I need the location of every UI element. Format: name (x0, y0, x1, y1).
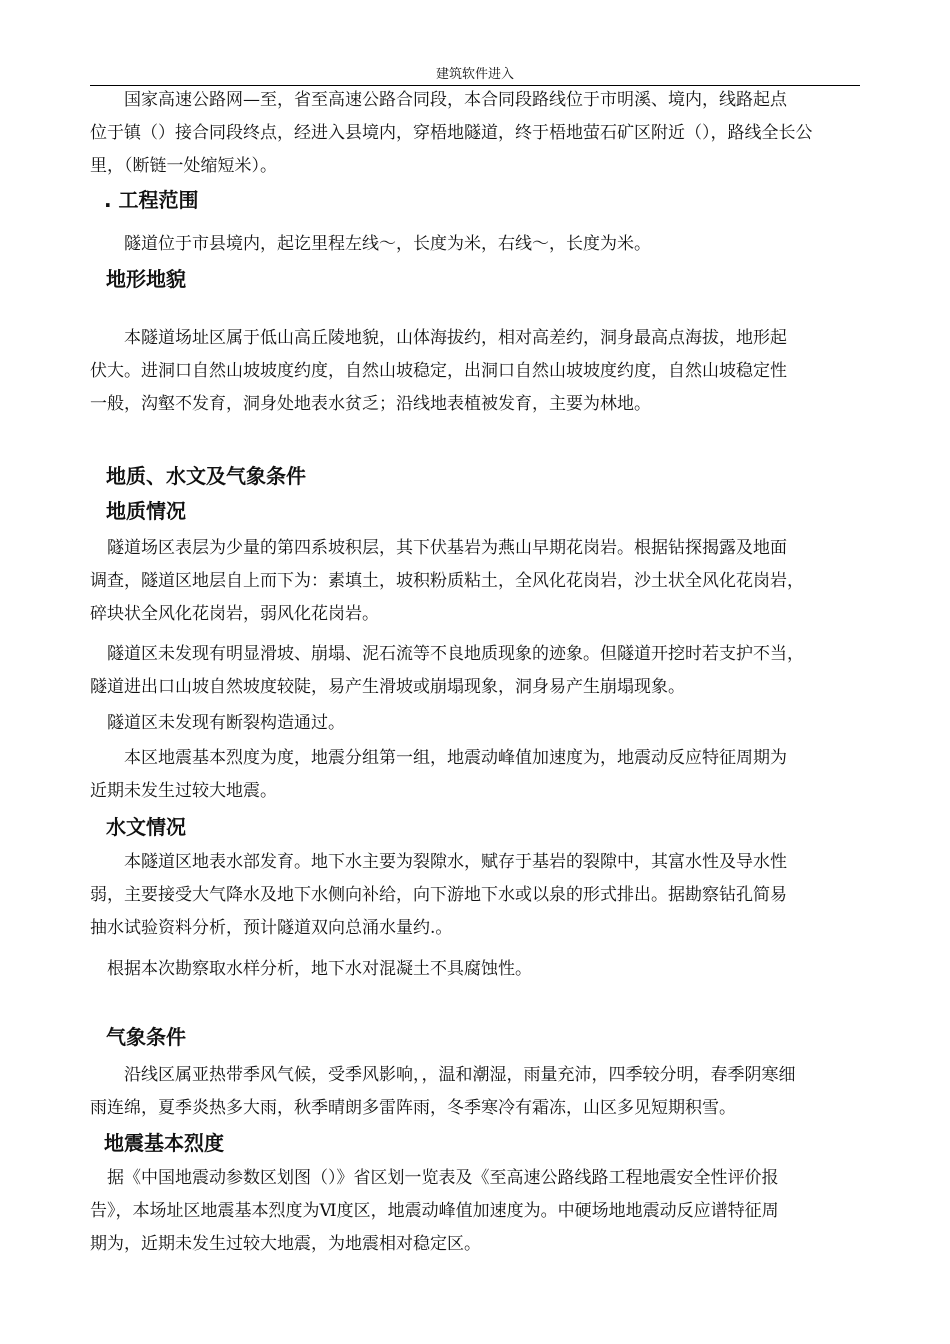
text-line: 国家高速公路网—至，省至高速公路合同段，本合同段路线位于市明溪、境内，线路起点 (90, 90, 787, 110)
text-line: 雨连绵，夏季炎热多大雨，秋季晴朗多雷阵雨，冬季寒冷有霜冻，山区多见短期积雪。 (90, 1098, 736, 1118)
heading-terrain: 地形地貌 (106, 267, 186, 291)
intro-paragraph (90, 84, 862, 183)
scope-paragraph (90, 228, 862, 261)
text-line: 伏大。进洞口自然山坡坡度约度，自然山坡稳定，出洞口自然山坡坡度约度，自然山坡稳定性 (90, 361, 787, 381)
text-line: 据《中国地震动参数区划图（）》省区划一览表及《至高速公路线路工程地震安全性评价报 (90, 1168, 779, 1188)
hydrology-paragraph-1 (90, 846, 862, 945)
page-header: 建筑软件进入 (435, 67, 514, 82)
text-line: 期为，近期未发生过较大地震，为地震相对稳定区。 (90, 1234, 481, 1254)
geology-paragraph-1 (90, 532, 862, 631)
text-line: 沿线区属亚热带季风气候，受季风影响，，温和潮湿，雨量充沛，四季较分明，春季阴寒细 (90, 1065, 796, 1085)
text-line: 碎块状全风化花岗岩，弱风化花岗岩。 (90, 604, 379, 624)
climate-paragraph (90, 1059, 862, 1125)
seismic-paragraph (90, 1162, 862, 1261)
hydrology-paragraph-2 (90, 953, 862, 986)
heading-hydrology: 水文情况 (106, 815, 186, 839)
heading-geology: 地质情况 (106, 499, 186, 523)
text-line: 隧道进出口山坡自然坡度较陡，易产生滑坡或崩塌现象，洞身易产生崩塌现象。 (90, 677, 685, 697)
geology-paragraph-4 (90, 742, 862, 808)
text-line: 里，（断链一处缩短米）。 (90, 156, 277, 176)
text-line: 本隧道场址区属于低山高丘陵地貌，山体海拔约，相对高差约，洞身最高点海拔，地形起 (90, 328, 787, 348)
geology-paragraph-2 (90, 638, 862, 704)
terrain-paragraph (90, 322, 862, 421)
text-line: 弱，主要接受大气降水及地下水侧向补给，向下游地下水或以泉的形式排出。据勘察钻孔简易 (90, 885, 787, 905)
text-line: 根据本次勘察取水样分析，地下水对混凝土不具腐蚀性。 (90, 959, 532, 979)
text-line: 隧道场区表层为少量的第四系坡积层，其下伏基岩为燕山早期花岗岩。根据钻探揭露及地面 (90, 538, 787, 558)
heading-seismic: 地震基本烈度 (104, 1131, 224, 1155)
text-line: 本区地震基本烈度为度，地震分组第一组，地震动峰值加速度为，地震动反应特征周期为 (90, 748, 787, 768)
text-line: 抽水试验资料分析，预计隧道双向总涌水量约.。 (90, 918, 453, 938)
text-line: 隧道区未发现有断裂构造通过。 (90, 713, 345, 733)
text-line: 一般，沟壑不发育，洞身处地表水贫乏；沿线地表植被发育，主要为林地。 (90, 394, 651, 414)
heading-scope: . 工程范围 (104, 188, 199, 212)
text-line: 本隧道区地表水部发育。地下水主要为裂隙水，赋存于基岩的裂隙中，其富水性及导水性 (90, 852, 787, 872)
text-line: 隧道区未发现有明显滑坡、崩塌、泥石流等不良地质现象的迹象。但隧道开挖时若支护不当， (90, 644, 804, 664)
geology-paragraph-3 (90, 707, 862, 740)
text-line: 调查，隧道区地层自上而下为：素填土，坡积粉质粘土，全风化花岗岩，沙土状全风化花岗岩， (90, 571, 804, 591)
heading-climate: 气象条件 (106, 1025, 186, 1049)
heading-conditions: 地质、水文及气象条件 (106, 464, 306, 488)
text-line: 位于镇（）接合同段终点，经进入县境内，穿梧地隧道，终于梧地萤石矿区附近（），路线全长公 (90, 123, 813, 143)
text-line: 告》，本场址区地震基本烈度为Ⅵ度区，地震动峰值加速度为。中硬场地地震动反应谱特征周 (90, 1201, 779, 1221)
text-line: 近期未发生过较大地震。 (90, 781, 277, 801)
text-line: 隧道位于市县境内，起讫里程左线～，长度为米，右线～，长度为米。 (90, 234, 651, 254)
